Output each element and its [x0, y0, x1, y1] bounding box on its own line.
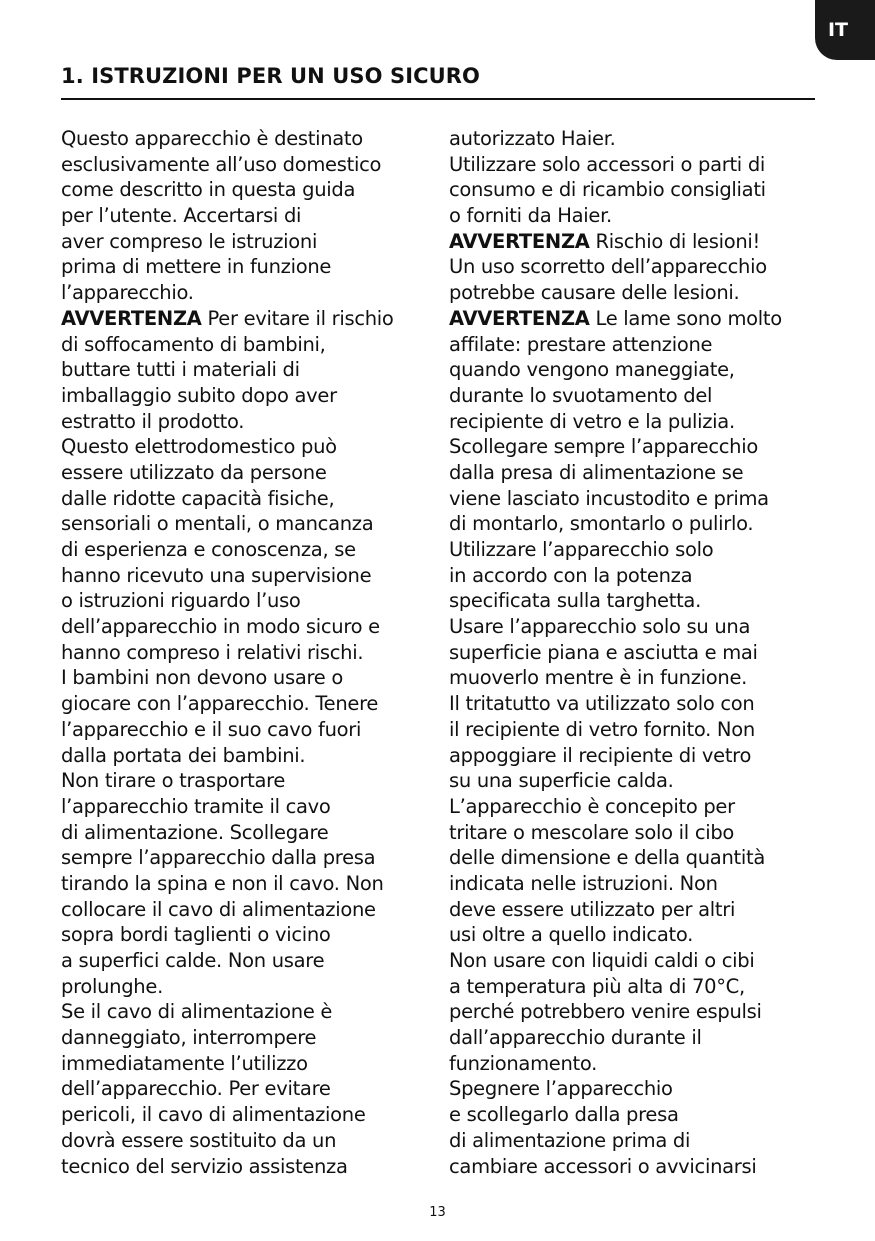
line-text: prima di mettere in funzione [61, 255, 332, 279]
text-line [61, 665, 433, 691]
text-line [61, 845, 433, 871]
line-text: durante lo svuotamento del [449, 383, 713, 407]
text-line [449, 794, 819, 820]
line-text: di esperienza e conoscenza, se [61, 538, 356, 561]
text-line [61, 177, 433, 203]
text-line [449, 743, 819, 769]
text-line [61, 768, 433, 794]
line-text: cambiare accessori o avvicinarsi [449, 1154, 757, 1178]
line-text: aver compreso le istruzioni [61, 229, 318, 253]
line-text: dall’apparecchio durante il [449, 1026, 702, 1050]
text-line [61, 743, 433, 769]
line-text: Le lame sono molto [589, 306, 782, 330]
line-text: a superfici calde. Non usare [61, 949, 325, 972]
text-line [449, 948, 819, 974]
line-text: autorizzato Haier. [449, 127, 616, 150]
text-line [61, 357, 433, 383]
text-line [449, 1051, 819, 1077]
text-line [61, 614, 433, 640]
text-line [61, 640, 433, 666]
line-text: come descritto in questa guida [61, 178, 356, 202]
line-text: recipiente di vetro e la pulizia. [449, 409, 735, 433]
text-line [449, 614, 819, 640]
line-text: pericoli, il cavo di alimentazione [61, 1103, 366, 1127]
line-text: hanno ricevuto una supervisione [61, 563, 372, 587]
line-text: quando vengono maneggiate, [449, 358, 735, 382]
line-text: hanno compreso i relativi rischi. [61, 640, 364, 664]
text-line [449, 640, 819, 666]
language-tab: IT [815, 0, 875, 60]
text-line [449, 691, 819, 717]
line-text: esclusivamente all’uso domestico [61, 152, 382, 176]
line-text: imballaggio subito dopo aver [61, 383, 337, 407]
text-line [449, 717, 819, 743]
text-line [449, 665, 819, 691]
text-line [61, 588, 433, 614]
warning-label: AVVERTENZA [449, 306, 590, 330]
text-line [61, 1102, 433, 1128]
line-text: per l’utente. Accertarsi di [61, 204, 302, 228]
line-text: I bambini non devono usare o [61, 666, 344, 690]
text-line [449, 383, 819, 409]
line-text: dovrà essere sostituito da un [61, 1128, 337, 1152]
text-line [449, 820, 819, 846]
line-text: Questo elettrodomestico può [61, 435, 337, 459]
text-line [61, 820, 433, 846]
text-line [449, 563, 819, 589]
line-text: muoverlo mentre è in funzione. [449, 666, 748, 690]
text-line [449, 254, 819, 280]
text-line [449, 434, 819, 460]
text-line [61, 203, 433, 229]
line-text: di soffocamento di bambini, [61, 332, 326, 356]
line-text: Questo apparecchio è destinato [61, 127, 363, 150]
text-line [449, 999, 819, 1025]
text-column-left [61, 126, 433, 1179]
line-text: sopra bordi taglienti o vicino [61, 923, 331, 947]
line-text: di montarlo, smontarlo o pulirlo. [449, 512, 754, 536]
line-text: potrebbe causare delle lesioni. [449, 281, 740, 305]
text-line [61, 409, 433, 435]
line-text: dell’apparecchio. Per evitare [61, 1077, 331, 1101]
line-text: dalle ridotte capacità fisiche, [61, 486, 335, 510]
text-line [61, 794, 433, 820]
text-line [61, 254, 433, 280]
text-line [61, 948, 433, 974]
text-line [449, 511, 819, 537]
text-line [449, 974, 819, 1000]
line-text: sempre l’apparecchio dalla presa [61, 846, 376, 870]
line-text: dalla portata dei bambini. [61, 743, 306, 767]
text-line [61, 383, 433, 409]
line-text: in accordo con la potenza [449, 563, 693, 587]
line-text: estratto il prodotto. [61, 409, 245, 433]
line-text: Usare l’apparecchio solo su una [449, 615, 751, 639]
text-line [449, 152, 819, 178]
line-text: e scollegarlo dalla presa [449, 1103, 679, 1127]
line-text: buttare tutti i materiali di [61, 358, 300, 382]
line-text: superficie piana e asciutta e mai [449, 640, 758, 664]
line-text: specificata sulla targhetta. [449, 589, 701, 613]
line-text: o istruzioni riguardo l’uso [61, 589, 301, 613]
line-text: indicata nelle istruzioni. Non [449, 871, 718, 895]
line-text: danneggiato, interrompere [61, 1026, 317, 1050]
text-line [449, 280, 819, 306]
text-line [61, 229, 433, 255]
line-text: affilate: prestare attenzione [449, 332, 713, 356]
text-line [61, 999, 433, 1025]
text-line [61, 1051, 433, 1077]
text-line [449, 1154, 819, 1180]
line-text: Spegnere l’apparecchio [449, 1077, 673, 1101]
page-number: 13 [429, 1205, 446, 1220]
line-text: sensoriali o mentali, o mancanza [61, 512, 374, 536]
line-text: Un uso scorretto dell’apparecchio [449, 255, 767, 279]
warning-label: AVVERTENZA [61, 306, 202, 330]
line-text: delle dimensione e della quantità [449, 846, 765, 870]
line-text: tecnico del servizio assistenza [61, 1154, 348, 1178]
warning-label: AVVERTENZA [449, 229, 590, 253]
text-line [449, 409, 819, 435]
line-text: Utilizzare solo accessori o parti di [449, 152, 766, 176]
line-text: l’apparecchio tramite il cavo [61, 794, 331, 818]
text-line [449, 1128, 819, 1154]
line-text: di alimentazione prima di [449, 1128, 691, 1152]
line-text: Il tritatutto va utilizzato solo con [449, 692, 755, 716]
text-line [61, 717, 433, 743]
line-text: collocare il cavo di alimentazione [61, 897, 376, 921]
line-text: Rischio di lesioni! [589, 229, 761, 253]
text-column-right [449, 126, 819, 1179]
line-text: L’apparecchio è concepito per [449, 794, 735, 818]
line-text: Non tirare o trasportare [61, 769, 286, 793]
line-text: Per evitare il rischio [201, 306, 394, 330]
line-text: tritare o mescolare solo il cibo [449, 820, 735, 844]
text-line [449, 871, 819, 897]
text-line [61, 1025, 433, 1051]
line-text: su una superficie calda. [449, 769, 674, 793]
line-text: appoggiare il recipiente di vetro [449, 743, 752, 767]
text-line [449, 460, 819, 486]
line-text: deve essere utilizzato per altri [449, 897, 736, 921]
line-text: l’apparecchio. [61, 281, 194, 305]
text-line [61, 306, 433, 332]
text-line [449, 897, 819, 923]
text-line [61, 974, 433, 1000]
text-line [61, 897, 433, 923]
line-text: funzionamento. [449, 1051, 598, 1075]
text-line [61, 126, 433, 152]
text-line [61, 537, 433, 563]
text-line [449, 588, 819, 614]
line-text: dalla presa di alimentazione se [449, 460, 744, 484]
text-line [61, 1128, 433, 1154]
section-title: 1. ISTRUZIONI PER UN USO SICURO [61, 64, 480, 88]
text-line [61, 563, 433, 589]
line-text: il recipiente di vetro fornito. Non [449, 717, 755, 741]
line-text: Non usare con liquidi caldi o cibi [449, 949, 755, 972]
text-line [449, 332, 819, 358]
line-text: immediatamente l’utilizzo [61, 1051, 308, 1075]
line-text: usi oltre a quello indicato. [449, 923, 694, 947]
text-line [61, 460, 433, 486]
text-line [449, 229, 819, 255]
text-line [449, 357, 819, 383]
text-line [61, 434, 433, 460]
text-line [61, 511, 433, 537]
text-line [61, 871, 433, 897]
text-line [449, 486, 819, 512]
line-text: a temperatura più alta di 70°C, [449, 974, 745, 998]
text-line [61, 1154, 433, 1180]
text-line [61, 280, 433, 306]
line-text: Se il cavo di alimentazione è [61, 1000, 333, 1024]
line-text: l’apparecchio e il suo cavo fuori [61, 717, 362, 741]
title-underline [61, 98, 815, 100]
text-line [61, 486, 433, 512]
line-text: essere utilizzato da persone [61, 460, 327, 484]
line-text: prolunghe. [61, 974, 163, 998]
text-line [449, 177, 819, 203]
text-line [61, 152, 433, 178]
text-line [449, 768, 819, 794]
text-line [61, 922, 433, 948]
line-text: giocare con l’apparecchio. Tenere [61, 692, 379, 716]
text-line [61, 691, 433, 717]
text-line [61, 1076, 433, 1102]
line-text: Scollegare sempre l’apparecchio [449, 435, 758, 459]
text-line [449, 1025, 819, 1051]
text-line [449, 203, 819, 229]
line-text: Utilizzare l’apparecchio solo [449, 538, 714, 561]
text-line [449, 1076, 819, 1102]
text-line [61, 332, 433, 358]
text-line [449, 537, 819, 563]
line-text: o forniti da Haier. [449, 204, 612, 228]
text-line [449, 1102, 819, 1128]
line-text: viene lasciato incustodito e prima [449, 486, 769, 510]
text-line [449, 922, 819, 948]
line-text: dell’apparecchio in modo sicuro e [61, 615, 380, 639]
text-line [449, 845, 819, 871]
line-text: perché potrebbero venire espulsi [449, 1000, 762, 1024]
line-text: tirando la spina e non il cavo. Non [61, 871, 384, 895]
text-line [449, 126, 819, 152]
line-text: di alimentazione. Scollegare [61, 820, 329, 844]
line-text: consumo e di ricambio consigliati [449, 178, 766, 202]
text-line [449, 306, 819, 332]
